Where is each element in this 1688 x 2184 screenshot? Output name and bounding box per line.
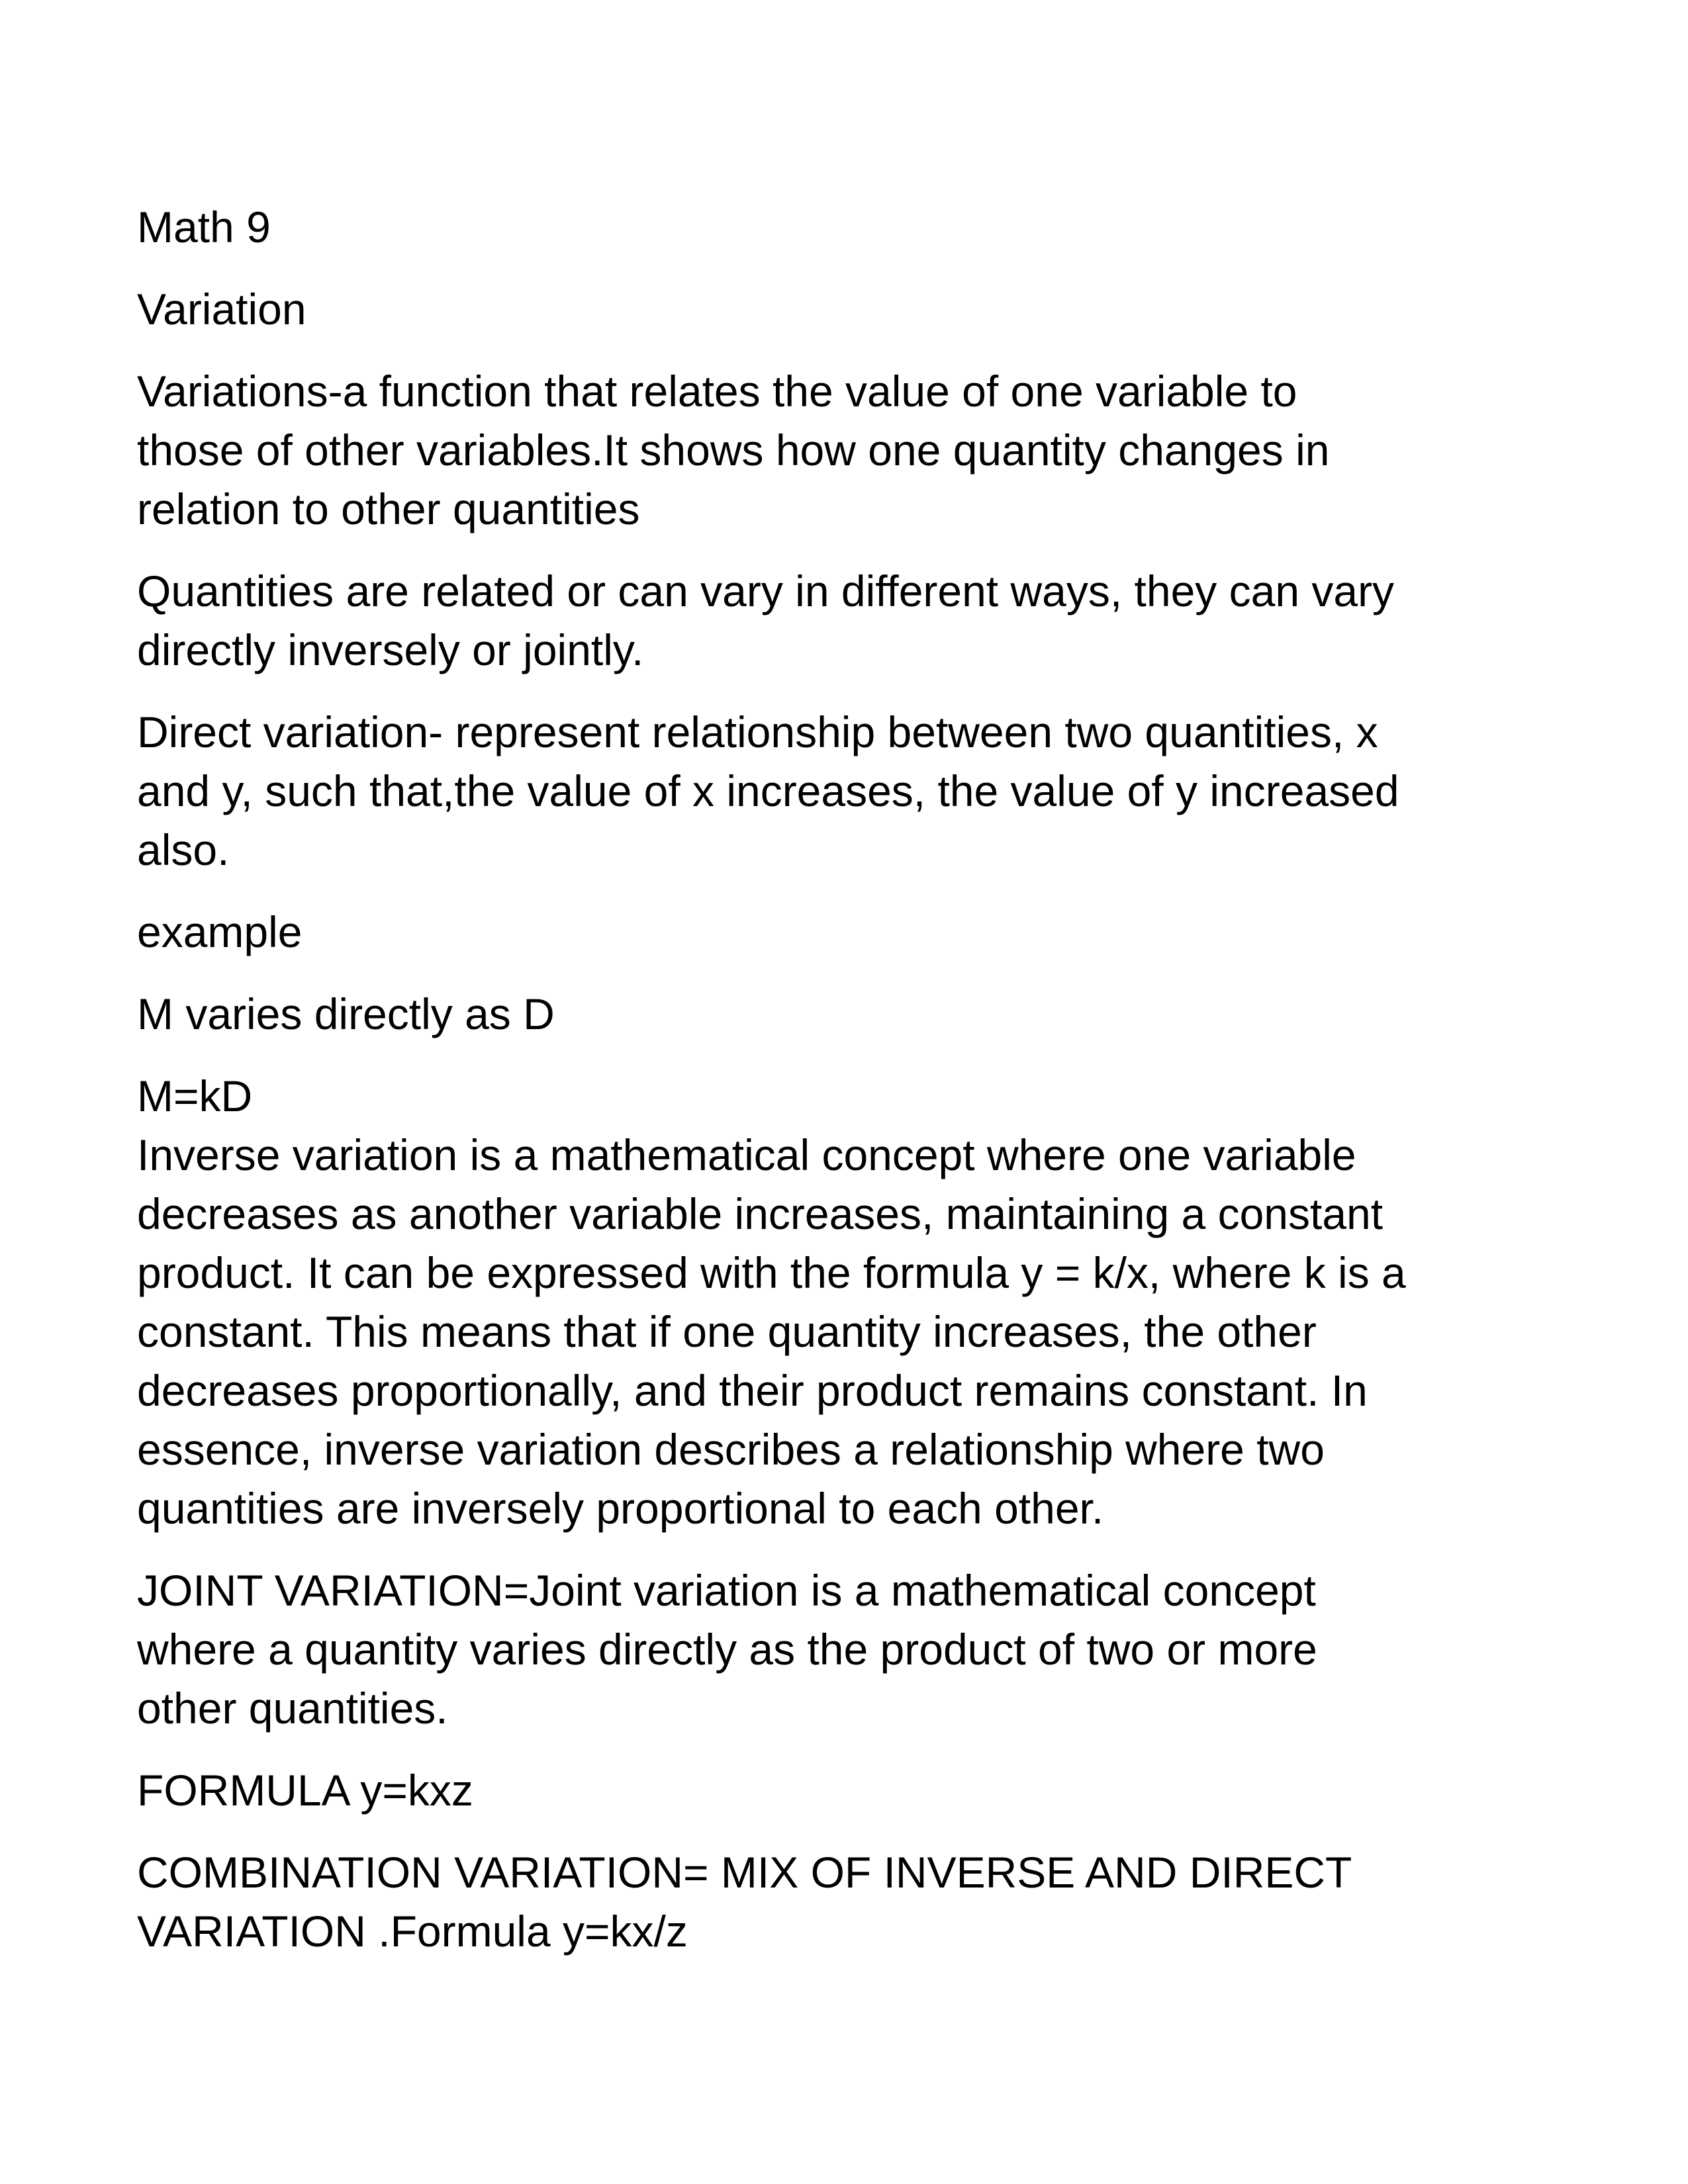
text-line: other quantities. xyxy=(137,1684,448,1733)
paragraph xyxy=(137,280,1560,339)
text-line: COMBINATION VARIATION= MIX OF INVERSE AND DIRECT xyxy=(137,1848,1352,1897)
paragraph xyxy=(137,1067,1560,1538)
text-line: decreases proportionally, and their product remains constant. In xyxy=(137,1366,1368,1415)
paragraph xyxy=(137,703,1560,880)
text-line: Variations-a function that relates the value of one variable to xyxy=(137,367,1297,416)
text-line: Direct variation- represent relationship between two quantities, x xyxy=(137,707,1378,756)
paragraph xyxy=(137,985,1560,1044)
text-line: those of other variables.It shows how one quantity changes in xyxy=(137,426,1330,475)
paragraph xyxy=(137,1561,1560,1738)
text-line: constant. This means that if one quantity increases, the other xyxy=(137,1307,1317,1356)
paragraph xyxy=(137,903,1560,962)
paragraph xyxy=(137,1843,1560,1961)
paragraph xyxy=(137,362,1560,539)
text-line: Quantities are related or can vary in different ways, they can vary xyxy=(137,567,1395,615)
text-line: FORMULA y=kxz xyxy=(137,1766,473,1815)
text-line: essence, inverse variation describes a relationship where two xyxy=(137,1425,1325,1474)
text-line: VARIATION .Formula y=kx/z xyxy=(137,1907,688,1956)
text-line: Inverse variation is a mathematical concept where one variable xyxy=(137,1130,1356,1179)
text-line: relation to other quantities xyxy=(137,484,640,533)
paragraph xyxy=(137,562,1560,680)
paragraph xyxy=(137,1761,1560,1820)
text-line: decreases as another variable increases, maintaining a constant xyxy=(137,1189,1383,1238)
text-line: and y, such that,the value of x increases, the value of y increased xyxy=(137,766,1399,815)
text-line: also. xyxy=(137,825,230,874)
text-line: where a quantity varies directly as the product of two or more xyxy=(137,1625,1317,1674)
text-line: M=kD xyxy=(137,1071,253,1120)
text-line: M varies directly as D xyxy=(137,989,555,1038)
text-line: example xyxy=(137,907,303,956)
text-line: JOINT VARIATION=Joint variation is a mathematical concept xyxy=(137,1566,1316,1615)
document-content xyxy=(137,198,1560,1984)
text-line: directly inversely or jointly. xyxy=(137,625,644,674)
text-line: quantities are inversely proportional to each other. xyxy=(137,1484,1104,1533)
text-line: product. It can be expressed with the formula y = k/x, where k is a xyxy=(137,1248,1406,1297)
paragraph xyxy=(137,198,1560,257)
text-line: Math 9 xyxy=(137,203,271,251)
text-line: Variation xyxy=(137,285,306,334)
